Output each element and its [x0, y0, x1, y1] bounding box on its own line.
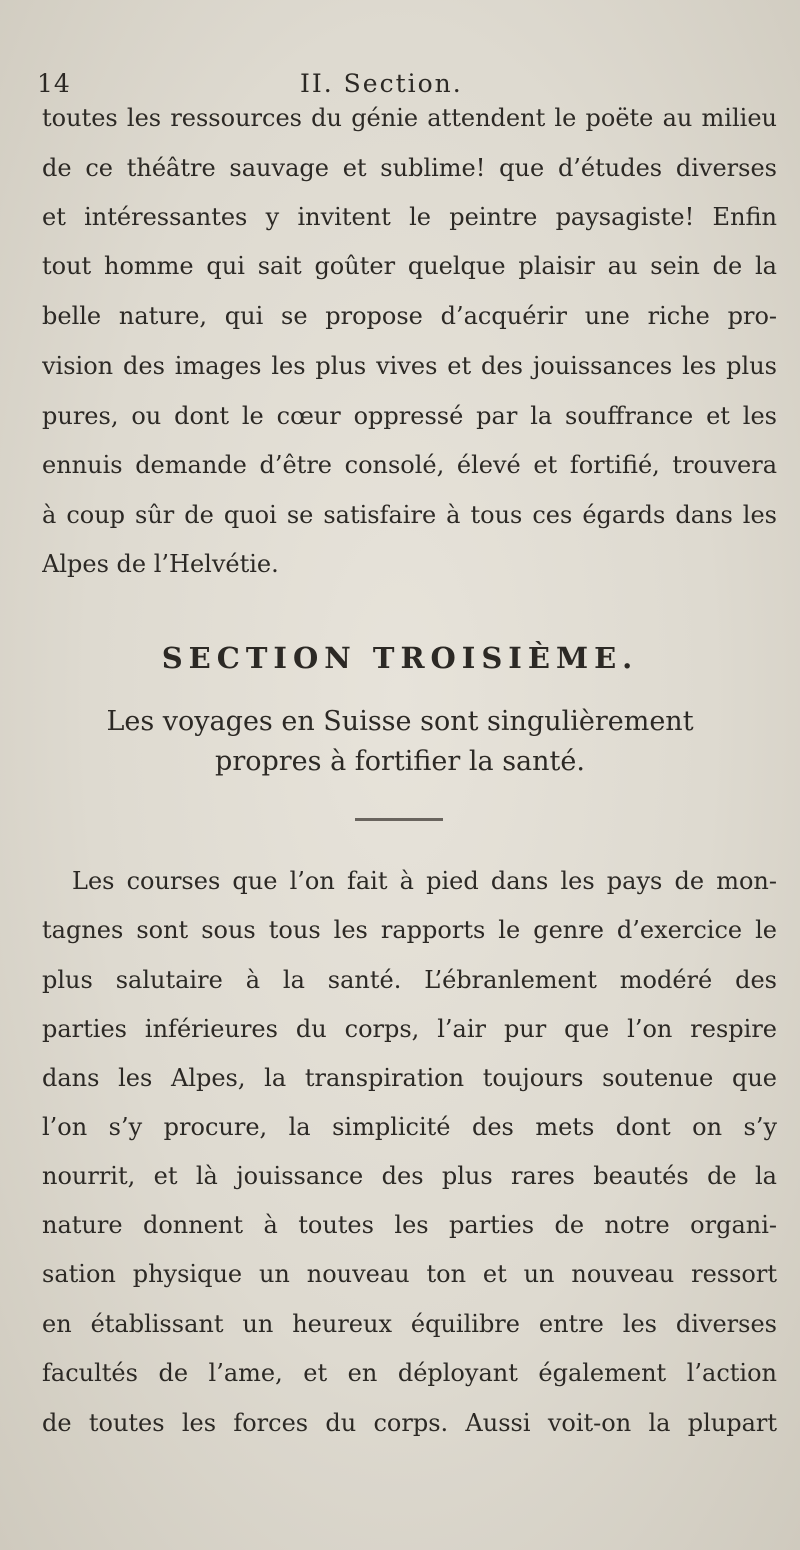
text-line: en établissant un heureux équilibre entre les diverses	[42, 1310, 777, 1338]
text-line: l’on s’y procure, la simplicité des mets dont on s’y	[42, 1113, 777, 1141]
text-line: dans les Alpes, la transpiration toujours soutenue que	[42, 1064, 777, 1092]
text-line: Alpes de l’Helvétie.	[42, 550, 279, 578]
text-line: tout homme qui sait goûter quelque plaisir au sein de la	[42, 252, 777, 280]
text-line: sation physique un nouveau ton et un nouveau ressort	[42, 1260, 777, 1288]
subtitle-line: propres à fortifier la santé.	[215, 746, 585, 777]
text-line: nature donnent à toutes les parties de notre organi-	[42, 1211, 777, 1239]
text-line: tagnes sont sous tous les rapports le genre d’exercice le	[42, 916, 777, 944]
text-line: toutes les ressources du génie attendent le poëte au milieu	[42, 104, 777, 132]
text-line: plus salutaire à la santé. L’ébranlement modéré des	[42, 966, 777, 994]
text-line: de ce théâtre sauvage et sublime! que d’études diverses	[42, 154, 777, 182]
page-number: 14	[37, 69, 71, 98]
running-head: II. Section.	[300, 69, 463, 98]
text-line: facultés de l’ame, et en déployant également l’action	[42, 1359, 777, 1387]
text-line: Les courses que l’on fait à pied dans les pays de mon-	[72, 867, 777, 895]
subtitle-line: Les voyages en Suisse sont singulièrement	[106, 706, 694, 737]
text-line: vision des images les plus vives et des jouissances les plus	[42, 352, 777, 380]
text-line: à coup sûr de quoi se satisfaire à tous ces égards dans les	[42, 501, 777, 529]
text-line: ennuis demande d’être consolé, élevé et fortifié, trouvera	[42, 451, 777, 479]
section-heading: SECTION TROISIÈME.	[161, 641, 639, 675]
divider-rule	[355, 818, 443, 821]
text-line: de toutes les forces du corps. Aussi voit-on la plupart	[42, 1409, 777, 1437]
text-line: belle nature, qui se propose d’acquérir une riche pro-	[42, 302, 777, 330]
text-line: parties inférieures du corps, l’air pur que l’on respire	[42, 1015, 777, 1043]
text-line: nourrit, et là jouissance des plus rares beautés de la	[42, 1162, 777, 1190]
text-line: pures, ou dont le cœur oppressé par la souffrance et les	[42, 402, 777, 430]
text-line: et intéressantes y invitent le peintre paysagiste! Enfin	[42, 203, 777, 231]
